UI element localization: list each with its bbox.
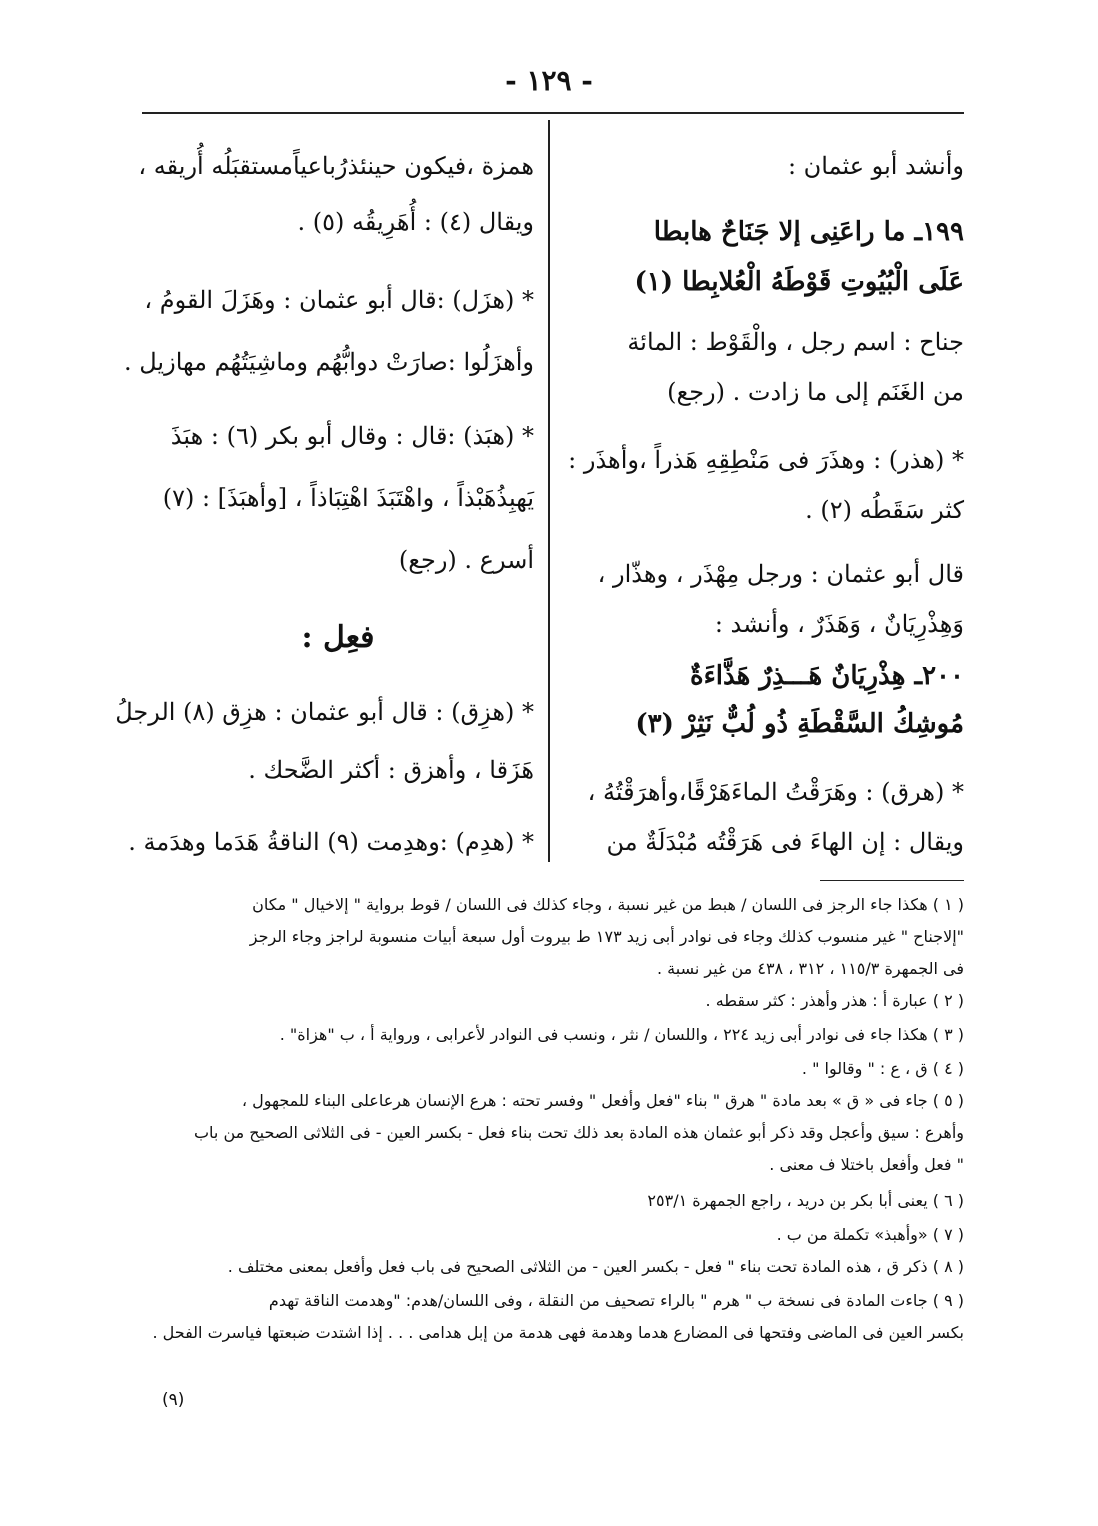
text-line: وَهِذْرِيَانٌ ، وَهَذَرٌ ، وأنشد : [714,610,964,638]
footnote-line: ( ٣ ) هكذا جاء فى نوادر أبى زيد ٢٢٤ ، واللسان / نثر ، ونسب فى النوادر لأعرابى ، ورواية أ ، ب "هزاة" . [279,1025,964,1044]
text-line: جناح : اسم رجل ، والْقَوْط : المائة [627,328,964,356]
entry-line: * (هرق) : وهَرَقْتُ الماءَهَرْقًا،وأهرَقْتُهُ ، [587,778,964,806]
text-line: ويقال : إن الهاءَ فى هَرَقْتُه مُبْدَلَةٌ من [606,828,964,856]
footnote-line: ( ٩ ) جاءت المادة فى نسخة ب " هرم " بالراء تصحيف من النقلة ، وفى اللسان/هدم: "وهدمت الناقة تهدم [268,1291,964,1310]
footnote-rule [820,880,964,881]
verse-line: عَلَى الْبُيُوتِ قَوْطَهُ الْعُلابِطا (١) [634,267,964,297]
text-line: أسرع . (رجع) [398,546,534,574]
verse-line: ١٩٩ـ ما راعَنِى إلا جَنَاحٌ هابطا [653,217,964,247]
entry-line: * (هزَل) :قال أبو عثمان : وهَزَلَ القومُ ، [144,286,534,314]
column-divider [548,120,550,862]
verse-line: مُوشِكُ السَّقْطَةِ ذُو لُبٌّ نَثِرْ (٣) [635,709,964,739]
entry-line: * (هبَذ) :قال : وقال أبو بكر (٦) : هبَذَ [170,422,534,450]
text-line: وأنشد أبو عثمان : [787,152,964,180]
text-line: همزة ،فيكون حينئذرُباعياًمستقبَلُه أُريقه ، [138,152,534,180]
text-line: من الغَنَم إلى ما زادت . (رجع) [667,378,964,406]
footnote-line: وأهرع : سيق وأعجل وقد ذكر أبو عثمان هذه المادة بعد ذلك تحت بناء فعل - بكسر العين - فى الثلاثى الصحيح من باب [193,1123,964,1142]
footnote-line: ( ١ ) هكذا جاء الرجز فى اللسان / هبط من غير نسبة ، وجاء كذلك فى اللسان / قوط برواية " إلاخيال " مكان [252,895,964,914]
footnote-line: ( ٥ ) جاء فى « ق » بعد مادة " هرق " بناء "فعل وأفعل " وفسر تحته : هرع الإنسان هرعاعلى البناء للمجهول ، [241,1091,964,1110]
verse-line: ٢٠٠ـ هِذْرِيَانٌ هَـــذِرٌ هَذَّاءَةٌ [689,661,964,691]
text-line: وأهزَلُوا :صارَتْ دوابُّهُم وماشِيَتُهُم مهازيل . [124,348,534,376]
footnote-line: " فعل وأفعل باختلا ف معنى . [769,1155,964,1174]
section-heading: فعِل : [301,620,375,655]
footnote-line: ( ٦ ) يعنى أبا بكر بن دريد ، راجع الجمهرة ٢٥٣/١ [647,1191,964,1210]
text-line: يَهبِذُهَبْذاً ، واهْتَبَذَ اهْتِبَاذاً ، [وأهبَذَ] : (٧) [162,484,534,512]
footnote-line: ( ٢ ) عبارة أ : هذر وأهذر : كثر سقطه . [705,991,964,1010]
entry-line: * (هزِق) : قال أبو عثمان : هزِق (٨) الرجلُ [115,698,534,726]
text-line: قال أبو عثمان : ورجل مِهْذَر ، وهذّار ، [597,560,964,588]
text-line: هَزَقا ، وأهزق : أكثر الضَّحك . [248,756,534,784]
signature-mark: (٩) [162,1390,185,1410]
text-line: كثر سَقَطُه (٢) . [805,496,964,524]
footnote-line: ( ٧ ) «وأهبذ» تكملة من ب . [776,1225,964,1244]
footnote-line: "إلاجناح " غير منسوب كذلك وجاء فى نوادر أبى زيد ١٧٣ ط بيروت أول سبعة أبيات منسوبة لراجز وجاء الرجز [249,927,964,946]
footnote-line: فى الجمهرة ١١٥/٣ ، ٣١٢ ، ٤٣٨ من غير نسبة . [657,959,964,978]
text-line: ويقال (٤) : أُهَرِيقُه (٥) . [297,208,534,236]
footnote-line: بكسر العين فى الماضى وفتحها فى المضارع هدما وهدمة فهى هدمة من إبل هدامى . . . إذا اشتدت ضبعتها فياسرت الفحل . [152,1323,964,1342]
entry-line: * (هدِم) :وهدِمت (٩) الناقةُ هَدَما وهدَمة . [128,828,534,856]
footnote-line: ( ٨ ) ذكر ق ، هذه المادة تحت بناء " فعل - بكسر العين - من الثلاثى الصحيح فى باب فعل وأفعل بمعنى مختلف . [227,1257,964,1276]
header-rule [142,112,964,114]
page-number: - ١٢٩ - [505,64,593,97]
footnote-line: ( ٤ ) ق ، ع : " وقالوا " . [801,1059,964,1078]
entry-line: * (هذر) : وهذَرَ فى مَنْطِقِهِ هَذراً ،وأهذَر : [568,446,964,474]
